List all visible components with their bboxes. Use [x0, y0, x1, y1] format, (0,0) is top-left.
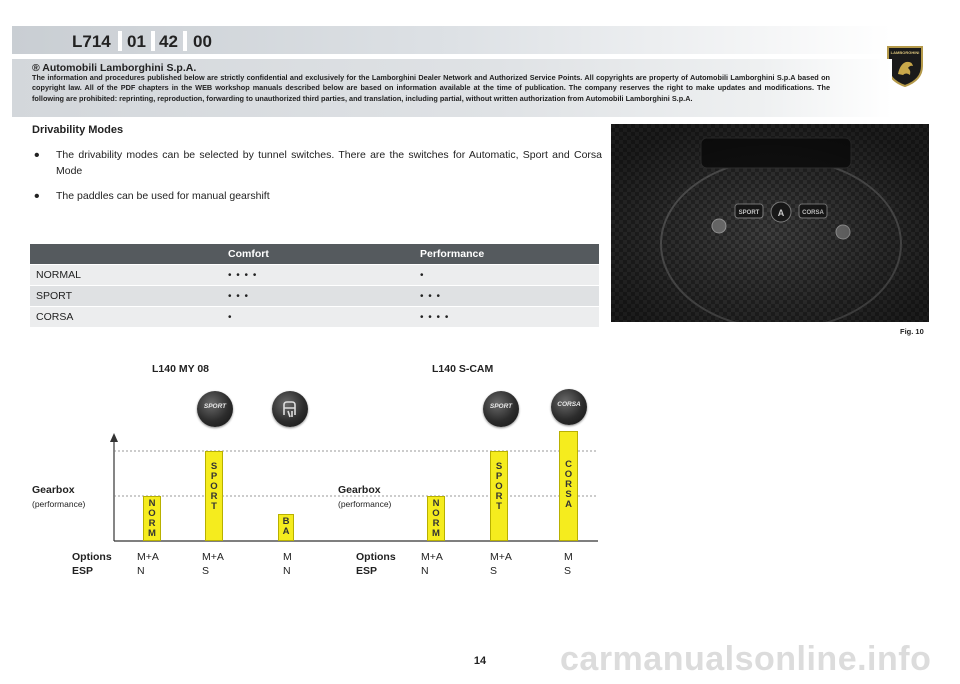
diagram-title-left: L140 MY 08: [152, 363, 210, 375]
options-label: Options: [72, 551, 112, 563]
option-value: M+A: [421, 551, 443, 563]
table-header-cell: Performance: [414, 244, 599, 265]
table-cell-performance: • • • •: [414, 307, 599, 328]
button-label: CORSA: [557, 401, 581, 408]
esp-value: S: [490, 565, 498, 577]
esp-value: S: [564, 565, 572, 577]
esp-value: N: [137, 565, 145, 577]
doc-code-part-3: 42: [159, 32, 178, 51]
doc-code-part-4: 00: [193, 32, 212, 51]
watermark: carmanualsonline.info: [560, 640, 932, 678]
button-label: SPORT: [203, 403, 227, 410]
bullet-icon: •: [34, 147, 40, 164]
gearbox-label: Gearbox: [32, 484, 75, 496]
figure-caption: Fig. 10: [900, 327, 924, 336]
gearbox-label: Gearbox: [338, 484, 381, 496]
bullet-text: The drivability modes can be selected by tunnel switches. There are the switches for Automatic, Sport and Corsa Mode: [56, 149, 602, 177]
doc-code-part-1: L714: [72, 32, 111, 51]
esp-label: ESP: [356, 565, 378, 577]
svg-text:LAMBORGHINI: LAMBORGHINI: [890, 50, 920, 55]
table-header-cell: Comfort: [222, 244, 414, 265]
table-cell-mode: SPORT: [30, 286, 222, 307]
norm-level-box: N O R M: [427, 496, 445, 541]
gearbox-sublabel: (performance): [338, 499, 392, 509]
corsa-level-box: C O R S A: [559, 431, 578, 541]
option-value: M+A: [490, 551, 512, 563]
sport-level-box: S P O R T: [490, 451, 508, 541]
notice-title: ® Automobili Lamborghini S.p.A.: [32, 62, 197, 74]
diagram-title-right: L140 S-CAM: [432, 363, 494, 375]
table-cell-mode: CORSA: [30, 307, 222, 328]
table-cell-comfort: • • • •: [222, 265, 414, 286]
esp-value: S: [202, 565, 210, 577]
norm-level-box: N O R M: [143, 496, 161, 541]
page-number: 14: [473, 655, 487, 667]
option-value: M+A: [137, 551, 159, 563]
options-label: Options: [356, 551, 396, 563]
esp-label: ESP: [72, 565, 94, 577]
gearbox-sublabel: (performance): [32, 499, 86, 509]
notice-body: The information and procedures published below are strictly confidential and exclusively for the Lamborghini Dealer Network and Authorized Service Points. All copyrights are property of Automobili Lamborghini S.p.A based on copyright law. All of the PDF chapters in the WEB workshop manuals described below are based on information available at the time of publication. The company reserves the right to make updates and modifications. The following are prohibited: reprinting, reproduction, forwarding to unauthorized third parties, and translation, including partial, without written authorization from Automobili Lamborghini S.p.A.: [32, 73, 830, 103]
option-value: M: [564, 551, 573, 563]
table-cell-comfort: • • •: [222, 286, 414, 307]
option-value: M: [283, 551, 292, 563]
table-cell-performance: •: [414, 265, 599, 286]
button-label: SPORT: [489, 403, 513, 410]
table-cell-performance: • • •: [414, 286, 599, 307]
esp-value: N: [283, 565, 291, 577]
table-cell-comfort: •: [222, 307, 414, 328]
ba-level-box: B A: [278, 514, 294, 541]
sport-level-box: S P O R T: [205, 451, 223, 541]
doc-code-part-2: 01: [127, 32, 146, 51]
esp-value: N: [421, 565, 429, 577]
option-value: M+A: [202, 551, 224, 563]
section-title: Drivability Modes: [32, 124, 124, 136]
bullet-icon: •: [34, 188, 40, 205]
table-cell-mode: NORMAL: [30, 265, 222, 286]
bullet-text: The paddles can be used for manual gearshift: [56, 190, 270, 202]
